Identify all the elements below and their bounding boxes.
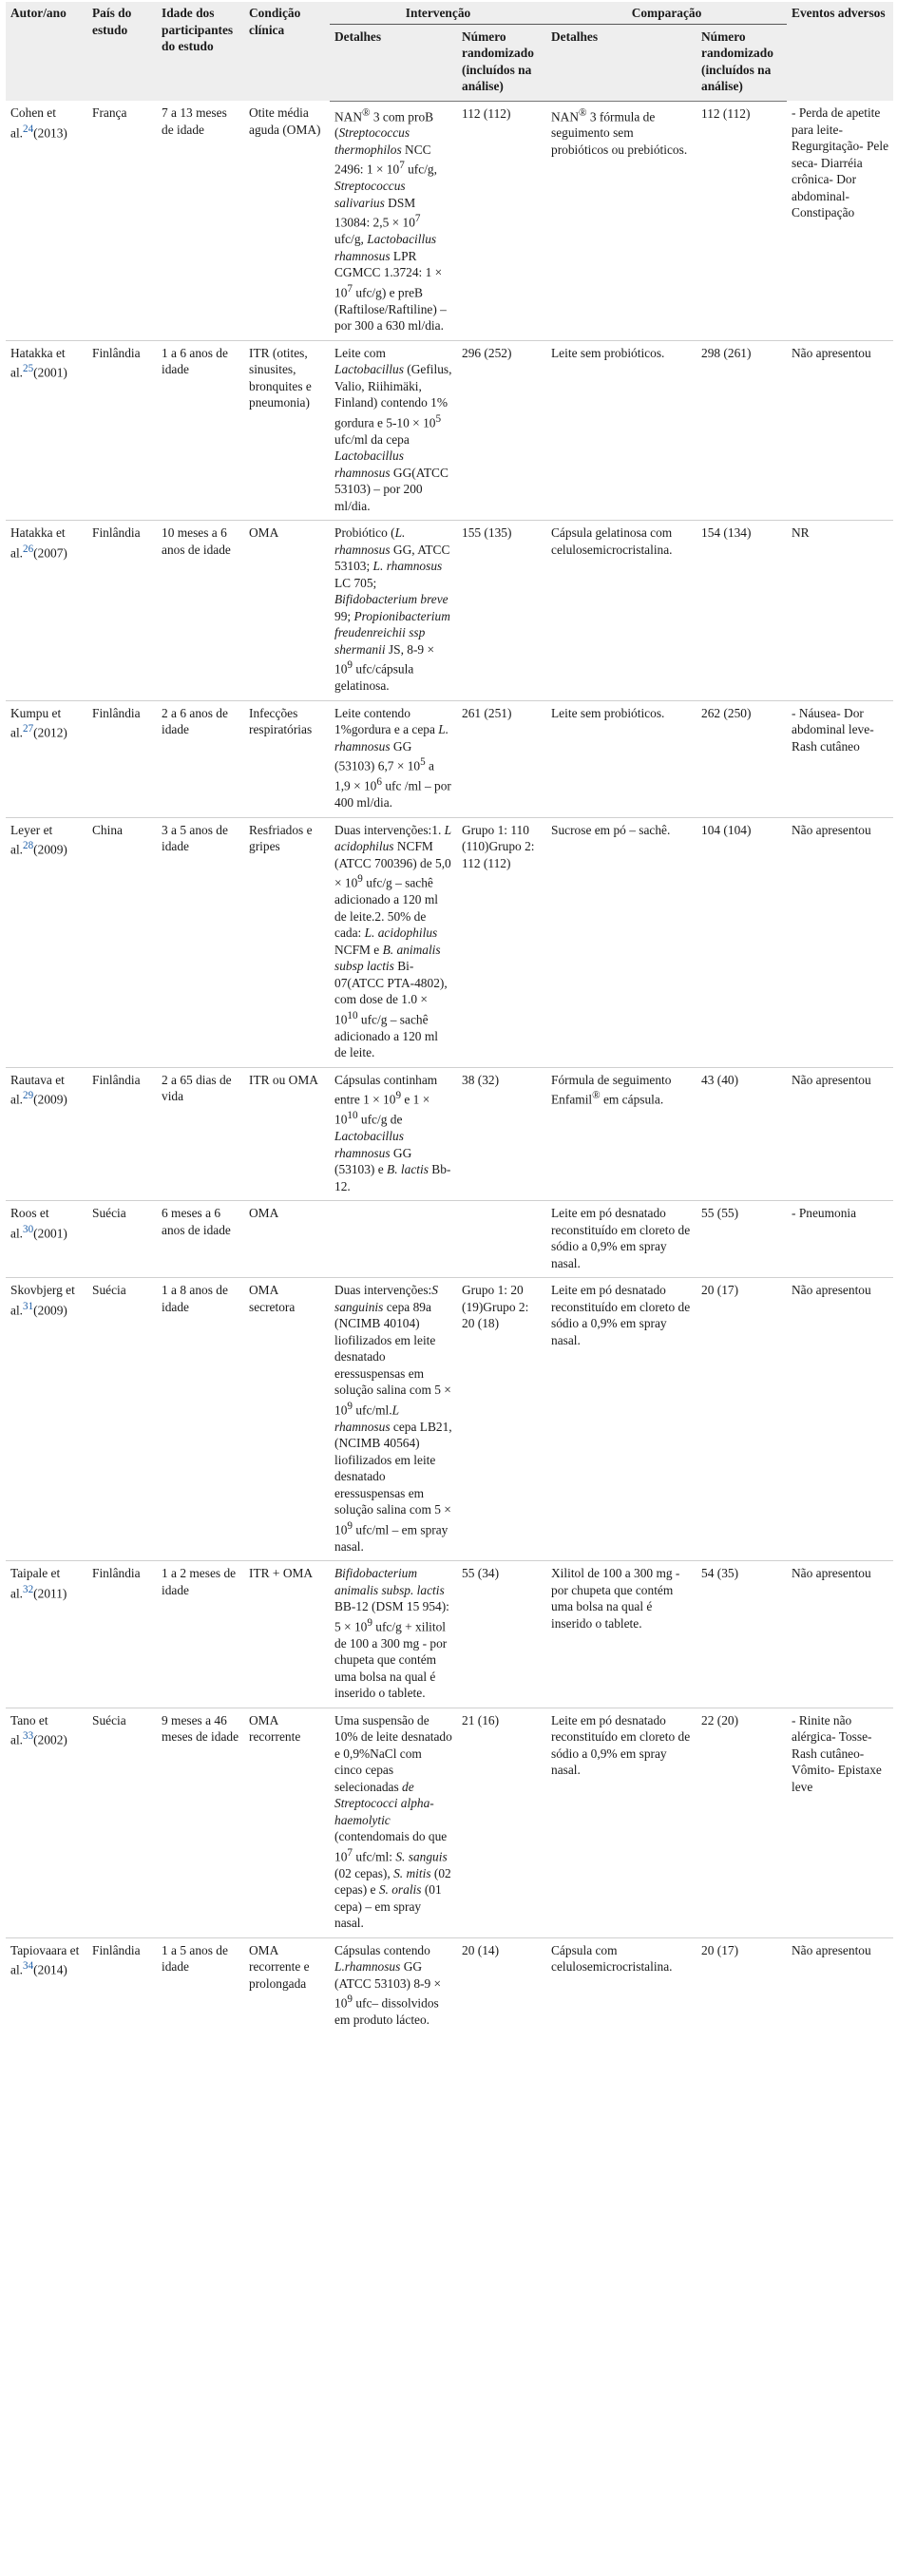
table-row — [6, 1937, 893, 2033]
cell-comparison-details: Leite sem probióticos. — [546, 340, 697, 520]
cell-comparison-details: Fórmula de seguimento Enfamil® em cápsula. — [546, 1067, 697, 1200]
cell-country: Finlândia — [87, 700, 157, 817]
cell-comparison-details: Leite em pó desnatado reconstituído em cloreto de sódio a 0,9% em spray nasal. — [546, 1278, 697, 1561]
cell-age: 2 a 6 anos de idade — [157, 700, 244, 817]
reference-link[interactable]: 27 — [23, 723, 34, 735]
cell-comparison-details: Cápsula com celulosemicrocristalina. — [551, 1942, 673, 1974]
cell-adverse-events: - Pneumonia — [787, 1201, 893, 1278]
author-name: Rautava et al. — [10, 1072, 65, 1107]
cell-age: 2 a 65 dias de vida — [157, 1067, 244, 1200]
cell-comparison-details: Leite sem probióticos. — [546, 700, 697, 817]
table-row — [6, 1201, 893, 1278]
author-name: Hatakka et al. — [10, 345, 66, 380]
cell-age: 1 a 8 anos de idade — [157, 1278, 244, 1561]
cell-comparison-randomized: 55 (55) — [697, 1201, 787, 1278]
cell-intervention-details: Cápsulas contendo L.rhamnosus GG (ATCC 53103) $8-9 \times 10^9$ ufc– dissolvidos em produto lácteo. — [334, 1942, 442, 2027]
reference-link[interactable]: 34 — [23, 1960, 34, 1972]
cell-comparison-randomized: 154 (134) — [697, 521, 787, 700]
cell-intervention-randomized: Grupo 1: 110 (110)Grupo 2: 112 (112) — [457, 817, 546, 1067]
author-name: Cohen et al. — [10, 105, 56, 140]
table-row — [6, 817, 893, 1067]
cell-country: Finlândia — [87, 521, 157, 700]
cell-condition: OMA — [244, 1201, 330, 1278]
cell-intervention-details: Duas intervenções:S sanguinis cepa 89a (NCIMB 40104) liofilizados em leite desnatado eressuspensas em solução salina com $5 \times 10^9$ ufc/ml.L rhamnosus cepa LB21, (NCIMB 40564) liofilizados em leite desnatado eressuspensas em solução salina com $5 \times 10^9$ ufc/ml – em spray nasal. — [330, 1278, 457, 1561]
cell-adverse-events: Não apresentou — [787, 1561, 893, 1708]
cell-adverse-events: Não apresentou — [787, 340, 893, 520]
cell-adverse-events: Não apresentou — [787, 817, 893, 1067]
table-row — [6, 521, 893, 700]
cell-condition: Otite média aguda (OMA) — [244, 101, 330, 340]
cell-author — [6, 340, 87, 520]
cell-intervention-randomized: 261 (251) — [457, 700, 546, 817]
cell-intervention-details: Duas intervenções:1. L acidophilus NCFM (ATCC 700396) de $5,0 \times 10^9$ ufc/g – sachê adicionado a 120 ml de leite.2. 50% de cada: L. acidophilus NCFM e B. animalis subsp lactis Bi-07(ATCC PTA-4802), com dose de $1.0 \times 10^{10}$ ufc/g – sachê adicionado a 120 ml de leite. — [330, 817, 457, 1067]
cell-intervention-randomized: 155 (135) — [457, 521, 546, 700]
cell-comparison-details: NAN® 3 fórmula de seguimento sem probióticos ou prebióticos. — [546, 101, 697, 340]
cell-intervention-randomized: Grupo 1: 20 (19)Grupo 2: 20 (18) — [457, 1278, 546, 1561]
cell-comparison-randomized: 112 (112) — [697, 101, 787, 340]
cell-comparison-randomized: 54 (35) — [697, 1561, 787, 1708]
author-year: (2013) — [33, 124, 67, 140]
cell-comparison-details: Sucrose em pó – sachê. — [546, 817, 697, 1067]
cell-adverse-events: NR — [787, 521, 893, 700]
table-row — [6, 700, 893, 817]
table-row — [6, 1708, 893, 1937]
cell-author — [6, 1708, 87, 1937]
reference-link[interactable]: 32 — [23, 1583, 34, 1595]
header-intervention: Intervenção — [330, 2, 546, 24]
header-intervention-randomized: Número randomizado (incluídos na análise) — [457, 24, 546, 101]
cell-intervention-details: Cápsulas continham entre $1 \times 10^9$ e $1 \times 10^{10}$ ufc/g de Lactobacillus rhamnosus GG (53103) e B. lactis Bb-12. — [330, 1067, 457, 1200]
cell-adverse-events: - Rinite não alérgica- Tosse- Rash cutâneo- Vômito- Epistaxe leve — [787, 1708, 893, 1937]
studies-table — [6, 2, 893, 2033]
header-condition: Condição clínica — [244, 2, 330, 101]
cell-comparison-randomized: 20 (17) — [701, 1942, 739, 1957]
author-name: Leyer et al. — [10, 822, 53, 857]
cell-comparison-details: Leite em pó desnatado reconstituído em cloreto de sódio a 0,9% em spray nasal. — [546, 1708, 697, 1937]
cell-condition: OMA — [244, 521, 330, 700]
cell-intervention-randomized: 38 (32) — [457, 1067, 546, 1200]
header-age: Idade dos participantes do estudo — [157, 2, 244, 101]
table-row — [6, 1561, 893, 1708]
author-year: (2009) — [33, 842, 67, 857]
cell-intervention-randomized: 296 (252) — [457, 340, 546, 520]
cell-age: 10 meses a 6 anos de idade — [157, 521, 244, 700]
cell-condition: ITR ou OMA — [244, 1067, 330, 1200]
cell-condition: Infecções respiratórias — [244, 700, 330, 817]
cell-comparison-randomized: 20 (17) — [697, 1278, 787, 1561]
header-comparison-randomized: Número randomizado (incluídos na análise) — [697, 24, 787, 101]
reference-link[interactable]: 24 — [23, 123, 34, 135]
author-year: (2001) — [33, 365, 67, 380]
author-year: (2014) — [33, 1962, 67, 1977]
cell-comparison-details: Leite em pó desnatado reconstituído em cloreto de sódio a 0,9% em spray nasal. — [546, 1201, 697, 1278]
cell-comparison-randomized: 262 (250) — [697, 700, 787, 817]
header-intervention-details: Detalhes — [330, 24, 457, 101]
cell-author — [6, 817, 87, 1067]
reference-link[interactable]: 28 — [23, 840, 34, 852]
author-name: Tapiovaara et al. — [10, 1942, 80, 1977]
author-name: Hatakka et al. — [10, 525, 66, 561]
table-row — [6, 340, 893, 520]
cell-intervention-randomized: 21 (16) — [457, 1708, 546, 1937]
cell-condition: OMA recorrente — [244, 1708, 330, 1937]
cell-intervention-details: Uma suspensão de 10% de leite desnatado e 0,9%NaCl com cinco cepas selecionadas de Streptococci alpha-haemolytic (contendomais do que $10^7$ ufc/ml: S. sanguis (02 cepas), S. mitis (02 cepas) e S. oralis (01 cepa) – em spray nasal. — [330, 1708, 457, 1937]
cell-adverse-events: - Perda de apetite para leite- Regurgitação- Pele seca- Diarréia crônica- Dor abdominal- Constipação — [787, 101, 893, 340]
cell-condition: ITR + OMA — [244, 1561, 330, 1708]
cell-condition: OMA secretora — [244, 1278, 330, 1561]
cell-comparison-details: Cápsula gelatinosa com celulosemicrocristalina. — [546, 521, 697, 700]
cell-country: Finlândia — [92, 1942, 141, 1957]
author-year: (2007) — [33, 545, 67, 561]
cell-intervention-details: Leite com Lactobacillus (Gefilus, Valio, Riihimäki, Finland) contendo 1% gordura e $5-10 \times 10^5$ ufc/ml da cepa Lactobacillus rhamnosus GG(ATCC 53103) – por 200 ml/dia. — [330, 340, 457, 520]
cell-age: 1 a 6 anos de idade — [157, 340, 244, 520]
header-adverse-events: Eventos adversos — [787, 2, 893, 101]
cell-country: Finlândia — [87, 340, 157, 520]
author-name: Tano et al. — [10, 1712, 48, 1747]
cell-intervention-details: Leite contendo 1%gordura e a cepa L. rhamnosus GG (53103) $6,7 \times 10^5$ a $1,9 \times 10^6$ ufc /ml – por 400 ml/dia. — [330, 700, 457, 817]
table-row — [6, 101, 893, 340]
cell-adverse-events: Não apresentou — [787, 1067, 893, 1200]
header-comparison-details: Detalhes — [546, 24, 697, 101]
table-row — [6, 1278, 893, 1561]
cell-comparison-randomized: 43 (40) — [697, 1067, 787, 1200]
author-year: (2012) — [33, 725, 67, 740]
cell-age: 1 a 5 anos de idade — [162, 1942, 228, 1974]
cell-author — [6, 1561, 87, 1708]
cell-comparison-randomized: 104 (104) — [697, 817, 787, 1067]
cell-country: Finlândia — [87, 1067, 157, 1200]
reference-link[interactable]: 31 — [23, 1300, 34, 1312]
cell-condition: Resfriados e gripes — [244, 817, 330, 1067]
cell-intervention-randomized: 55 (34) — [457, 1561, 546, 1708]
author-year: (2009) — [33, 1092, 67, 1107]
cell-age: 3 a 5 anos de idade — [157, 817, 244, 1067]
cell-comparison-randomized: 22 (20) — [697, 1708, 787, 1937]
cell-country: Suécia — [87, 1278, 157, 1561]
cell-author — [6, 1067, 87, 1200]
author-name: Roos et al. — [10, 1206, 49, 1241]
header-comparison: Comparação — [546, 2, 787, 24]
author-name: Taipale et al. — [10, 1566, 61, 1601]
author-year: (2001) — [33, 1226, 67, 1241]
cell-author — [6, 700, 87, 817]
table-header — [6, 2, 893, 101]
cell-intervention-details — [330, 1201, 457, 1278]
cell-condition: ITR (otites, sinusites, bronquites e pneumonia) — [244, 340, 330, 520]
cell-intervention-randomized — [457, 1201, 546, 1278]
cell-age: 7 a 13 meses de idade — [157, 101, 244, 340]
cell-country: Finlândia — [87, 1561, 157, 1708]
cell-country: França — [87, 101, 157, 340]
cell-adverse-events: Não apresentou — [787, 1278, 893, 1561]
reference-link[interactable]: 26 — [23, 543, 34, 555]
cell-author — [6, 1937, 87, 2033]
cell-age: 1 a 2 meses de idade — [157, 1561, 244, 1708]
reference-link[interactable]: 30 — [23, 1223, 34, 1235]
cell-author — [6, 521, 87, 700]
author-year: (2009) — [33, 1303, 67, 1318]
author-year: (2002) — [33, 1732, 67, 1747]
cell-intervention-details: Bifidobacterium animalis subsp. lactis BB-12 (DSM 15 954): $5 \times 10^9$ ufc/g + xilitol de 100 a 300 mg - por chupeta que contém uma bolsa na qual é inserido o tablete. — [330, 1561, 457, 1708]
cell-intervention-randomized: 112 (112) — [457, 101, 546, 340]
header-author: Autor/ano — [6, 2, 87, 101]
cell-adverse-events: Não apresentou — [792, 1942, 871, 1957]
cell-age: 9 meses a 46 meses de idade — [157, 1708, 244, 1937]
author-name: Kumpu et al. — [10, 705, 62, 740]
cell-country: Suécia — [87, 1201, 157, 1278]
cell-author — [6, 1201, 87, 1278]
cell-intervention-randomized: 20 (14) — [462, 1942, 500, 1957]
cell-adverse-events: - Náusea- Dor abdominal leve- Rash cutâneo — [787, 700, 893, 817]
cell-intervention-details: Probiótico (L. rhamnosus GG, ATCC 53103; L. rhamnosus LC 705; Bifidobacterium breve 99; Propionibacterium freudenreichii ssp shermanii JS, $8-9 \times 10^9$ ufc/cápsula gelatinosa. — [330, 521, 457, 700]
cell-country: China — [87, 817, 157, 1067]
cell-comparison-randomized: 298 (261) — [697, 340, 787, 520]
reference-link[interactable]: 29 — [23, 1090, 34, 1102]
table-body — [6, 101, 893, 2033]
table-row — [6, 1067, 893, 1200]
reference-link[interactable]: 25 — [23, 363, 34, 375]
cell-country: Suécia — [87, 1708, 157, 1937]
cell-author — [6, 1278, 87, 1561]
cell-author — [6, 101, 87, 340]
cell-condition: OMA recorrente e prolongada — [249, 1942, 310, 1991]
author-year: (2011) — [33, 1586, 67, 1601]
reference-link[interactable]: 33 — [23, 1730, 34, 1743]
header-country: País do estudo — [87, 2, 157, 101]
cell-intervention-details: NAN® 3 com proB (Streptococcus thermophilos NCC 2496: $1 \times 10^7$ ufc/g, Streptococcus salivarius DSM 13084: $2,5 \times 10^7$ ufc/g, Lactobacillus rhamnosus LPR CGMCC 1.3724: $1 \times 10^7$ ufc/g) e preB (Raftilose/Raftiline) – por 300 a 630 ml/dia. — [330, 101, 457, 340]
author-name: Skovbjerg et al. — [10, 1283, 75, 1318]
cell-comparison-details: Xilitol de 100 a 300 mg - por chupeta que contém uma bolsa na qual é inserido o tablete. — [546, 1561, 697, 1708]
cell-age: 6 meses a 6 anos de idade — [157, 1201, 244, 1278]
